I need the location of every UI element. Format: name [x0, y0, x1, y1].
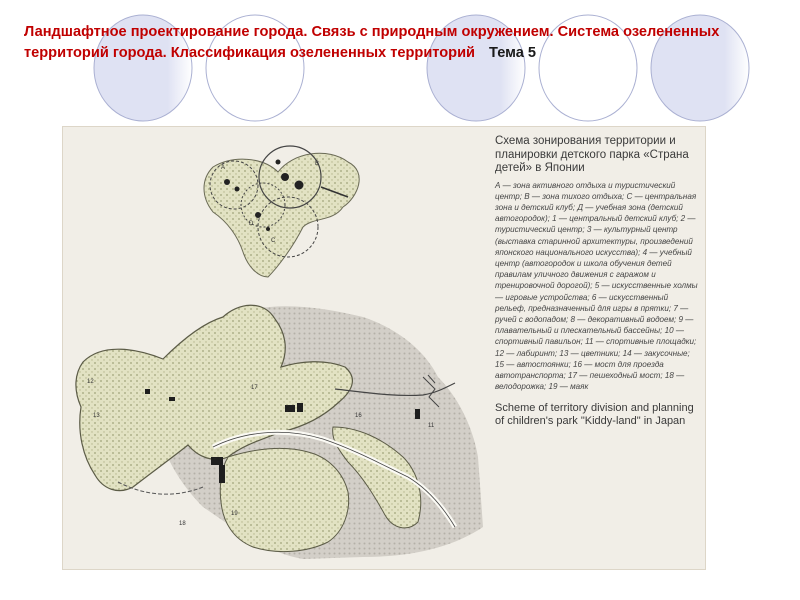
- zone-dot: [295, 181, 304, 190]
- building: [211, 457, 223, 465]
- map-label: 17: [251, 385, 258, 391]
- map-label: D: [249, 221, 254, 227]
- building: [415, 409, 420, 419]
- zone-dot: [255, 212, 261, 218]
- caption-title: Схема зонирования территории и планировки детского парка «Страна детей» в Японии: [495, 135, 689, 174]
- map-label: C: [271, 238, 276, 244]
- slide-title: [24, 22, 764, 64]
- park-map: [63, 127, 493, 569]
- map-label: 12: [87, 379, 94, 385]
- map-label: 16: [355, 413, 362, 419]
- zone-dot: [224, 179, 230, 185]
- building: [297, 403, 303, 412]
- inset-land: [204, 153, 359, 277]
- zone-dot: [281, 173, 289, 181]
- building: [169, 397, 175, 401]
- zone-dot: [235, 187, 240, 192]
- map-label: B: [315, 161, 320, 167]
- building: [219, 465, 225, 483]
- figure-caption: [495, 135, 701, 428]
- map-label: 19: [231, 511, 238, 517]
- caption-english: Scheme of territory division and planning of children's park "Kiddy-land" in Japan: [495, 402, 694, 428]
- map-label: 13: [93, 413, 100, 419]
- caption-legend: А — зона активного отдыха и туристический центр; В — зона тихого отдыха; С — центральная зона и детский клуб; Д — учебная зона (детский автогородок); 1 — центральный детский клуб; 2 — туристический центр; 3 — культурный центр (выставка старинной архитектуры, произведений японского национального искусства); 4 — учебный центр (автогородок и школа обучения детей правилам уличного движения с гаражом и тренировочной дорогой); 5 — искусственные холмы — игровые устройства; 6 — искусственный рельеф, предназначенный для игры в прятки; 7 — ручей с водопадом; 8 — декоративный водоем; 9 — плавательный и плескательный бассейны; 10 — спортивный павильон; 11 — спортивные площадки; 12 — лабиринт; 13 — цветники; 14 — закусочные; 15 — автостоянки; 16 — мост для проезда автотранспорта; 17 — пешеходный мост; 18 — велодорожка; 19 — маяк: [495, 180, 698, 392]
- map-label: 18: [179, 521, 186, 527]
- map-label: 11: [428, 423, 435, 429]
- scanned-figure: [62, 126, 706, 570]
- building: [145, 389, 150, 394]
- building: [285, 405, 295, 412]
- park-land-south: [220, 448, 348, 551]
- zoning-inset: [204, 146, 359, 277]
- topic-label: Тема 5: [489, 45, 537, 61]
- zone-dot: [276, 160, 281, 165]
- slide-title-text: Ландшафтное проектирование города. Связь с природным окружением. Система озелененных территорий города. Классификация озелененных территорий: [24, 24, 720, 61]
- map-label: A: [221, 165, 226, 171]
- zone-dot: [266, 227, 270, 231]
- decorative-circles: [0, 0, 800, 130]
